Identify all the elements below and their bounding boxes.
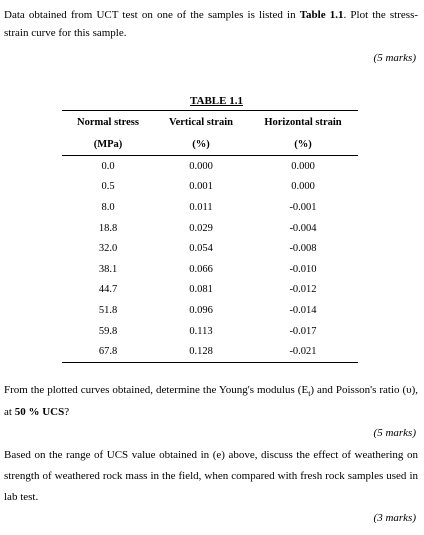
header-horizontal-strain: Horizontal strain (248, 111, 358, 134)
header-units-row (62, 133, 358, 156)
table-cell: -0.021 (248, 341, 358, 362)
header-row (62, 111, 358, 134)
table-cell: 0.5 (101, 181, 115, 193)
table-row (62, 341, 358, 362)
table-cell: 0.096 (189, 304, 213, 316)
question-intro: Data obtained from UCT test on one of the samples is listed in Table 1.1. Plot the stress-strain curve for this sample. (4, 9, 419, 39)
table-cell: 67.8 (62, 341, 154, 362)
data-table (62, 110, 358, 363)
table-cell: 0.113 (189, 325, 213, 337)
header-normal-stress: Normal stress (62, 111, 154, 134)
marks-label: (5 marks) (373, 52, 416, 64)
table-cell: 0.000 (291, 160, 315, 172)
table-cell: -0.008 (289, 243, 317, 255)
table-row (62, 197, 358, 218)
table-cell: -0.012 (289, 284, 317, 296)
table-row (62, 238, 358, 259)
unit-vertical: (%) (154, 133, 248, 156)
table-cell: 0.000 (291, 181, 315, 193)
table-cell: -0.017 (289, 325, 317, 337)
table-title: TABLE 1.1 (190, 95, 243, 107)
table-cell: 59.8 (98, 325, 118, 337)
table-cell: 18.8 (98, 222, 118, 234)
table-reference: Table 1.1 (299, 9, 344, 21)
table-cell: -0.010 (289, 263, 317, 275)
table-cell: -0.004 (289, 222, 317, 234)
table-cell: 0.128 (154, 341, 248, 362)
table-cell: 44.7 (98, 284, 118, 296)
table-cell: 0.000 (189, 160, 213, 172)
table-row (62, 156, 358, 177)
unit-stress: (MPa) (62, 133, 154, 156)
table-cell: -0.001 (289, 201, 317, 213)
table-row (62, 259, 358, 280)
table-cell: 0.0 (101, 160, 115, 172)
table-cell: 0.029 (189, 222, 213, 234)
table-cell: 0.066 (189, 263, 213, 275)
header-vertical-strain: Vertical strain (154, 111, 248, 134)
table-cell: 0.001 (189, 181, 213, 193)
table-cell: 32.0 (98, 243, 118, 255)
table-cell: 0.011 (189, 201, 213, 213)
marks-label: (5 marks) (373, 427, 416, 439)
table-cell: 0.081 (189, 284, 213, 296)
table-row (62, 300, 358, 321)
unit-horizontal: (%) (248, 133, 358, 156)
table-row (62, 218, 358, 239)
question-weathering: Based on the range of UCS value obtained in (e) above, discuss the effect of weathering on strength of weathered rock mass in the field, when compared with fresh rock samples used in lab test. (4, 449, 418, 503)
table-cell: 8.0 (101, 201, 115, 213)
marks-label: (3 marks) (373, 512, 416, 524)
table-row (62, 177, 358, 198)
table-cell: 0.054 (189, 243, 213, 255)
table-row (62, 280, 358, 301)
table-row (62, 321, 358, 342)
table-cell: 51.8 (98, 304, 118, 316)
table-cell: -0.014 (289, 304, 317, 316)
table-cell: 38.1 (98, 263, 118, 275)
question-young-modulus: From the plotted curves obtained, determine the Young's modulus $(E_t)$ and Poisson's ratio (υ), at 50 % UCS? (4, 384, 418, 419)
